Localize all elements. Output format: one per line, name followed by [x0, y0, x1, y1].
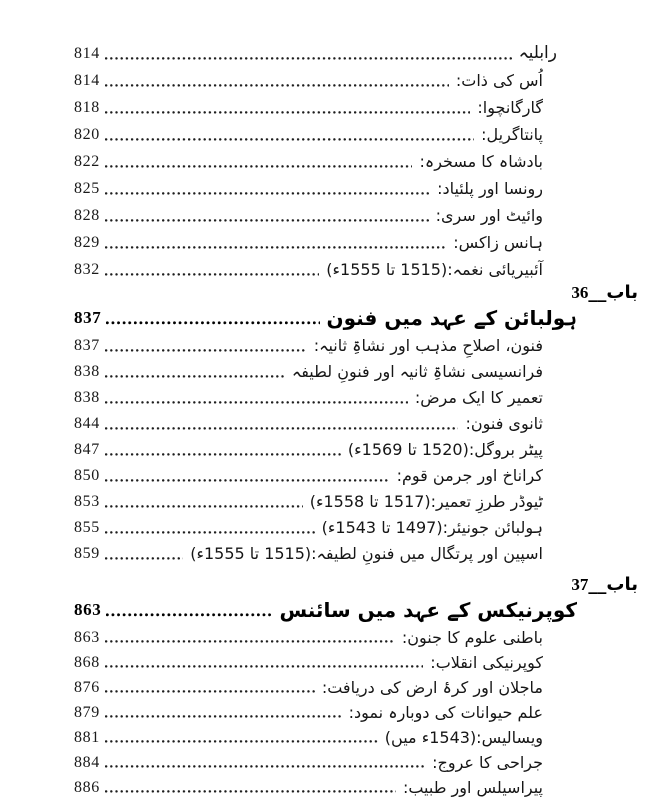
toc-entry — [0, 40, 651, 67]
page-number: 837 — [74, 337, 100, 354]
toc-section — [0, 40, 651, 283]
dot-leader — [105, 740, 378, 743]
chapter-number: 37 — [571, 575, 589, 594]
toc-entry — [0, 202, 651, 229]
page-number: 828 — [74, 206, 100, 224]
entry-title: پیراسیلس اور طبیب: — [402, 777, 543, 797]
dot-leader — [105, 84, 449, 87]
entry-title: ہانس زاکس: — [453, 232, 543, 252]
entry-title: رونسا اور پلئیاد: — [437, 178, 543, 198]
dot-leader — [105, 273, 319, 276]
page-number: 818 — [74, 98, 100, 116]
dot-leader — [105, 790, 396, 793]
entry-title: ہولبائن جونیئر:(1497 تا 1543ء) — [321, 518, 543, 537]
chapter-label: باب__ — [588, 574, 638, 595]
page-number: 838 — [74, 363, 100, 380]
dot-leader — [105, 765, 425, 768]
page-number: 879 — [74, 703, 100, 721]
entry-title: ٹیوڈر طرزِ تعمیر:(1517 تا 1558ء) — [309, 492, 543, 511]
entry-title: تعمیر کا ایک مرض: — [414, 388, 543, 407]
page-number: 832 — [74, 260, 100, 278]
chapter-title-row — [0, 595, 651, 625]
entry-title: فرانسیسی نشاۃِ ثانیہ اور فنونِ لطیفہ — [291, 362, 543, 381]
entry-title: رابلیہ — [518, 43, 557, 63]
entry-title: کوپرنیکی انقلاب: — [430, 652, 543, 672]
entry-title: جراحی کا عروج: — [432, 752, 543, 772]
toc-entry — [0, 411, 651, 437]
entry-title: بادشاہ کا مسخرہ: — [419, 151, 543, 171]
page-number: 886 — [74, 778, 100, 796]
page-number: 820 — [74, 125, 100, 143]
page-number: 881 — [74, 728, 100, 746]
toc-entry — [0, 175, 651, 202]
dot-leader — [105, 57, 512, 60]
page-number: 822 — [74, 152, 100, 170]
entry-title: ماجلان اور کرۂ ارض کی دریافت: — [321, 677, 543, 697]
dot-leader — [105, 557, 183, 560]
page-number: 847 — [74, 441, 100, 458]
dot-leader — [105, 453, 341, 456]
page-number: 844 — [74, 415, 100, 432]
entry-title: آئبیریائی نغمہ:(1515 تا 1555ء) — [326, 259, 543, 279]
page-number: 838 — [74, 389, 100, 406]
entry-title: گارگانچوا: — [477, 97, 543, 117]
dot-leader — [105, 349, 307, 352]
toc-section — [0, 575, 651, 800]
page-number: 863 — [74, 600, 102, 619]
entry-title: کراناخ اور جرمن قوم: — [396, 466, 543, 485]
toc-entry — [0, 121, 651, 148]
toc-entry — [0, 650, 651, 675]
toc-entry — [0, 333, 651, 359]
entry-title: ثانوی فنون: — [465, 414, 543, 433]
toc-entry — [0, 700, 651, 725]
page-number: 829 — [74, 233, 100, 251]
page-number: 853 — [74, 493, 100, 510]
toc-entry — [0, 725, 651, 750]
toc-entry — [0, 229, 651, 256]
dot-leader — [105, 219, 429, 222]
toc-entry — [0, 94, 651, 121]
toc-entry — [0, 359, 651, 385]
page-number: 814 — [74, 71, 100, 89]
dot-leader — [105, 138, 474, 141]
chapter-label: باب__ — [588, 282, 638, 303]
dot-leader — [105, 192, 430, 195]
chapter-heading — [0, 283, 651, 303]
page-number: 855 — [74, 519, 100, 536]
chapter-number: 36 — [571, 283, 589, 302]
toc-entry — [0, 385, 651, 411]
page-number: 814 — [74, 44, 100, 62]
dot-leader — [105, 427, 459, 430]
toc-entry — [0, 463, 651, 489]
page-number: 876 — [74, 678, 100, 696]
page-number: 868 — [74, 653, 100, 671]
toc-entry — [0, 256, 651, 283]
toc-entry — [0, 675, 651, 700]
dot-leader — [105, 665, 423, 668]
entry-title: علم حیوانات کی دوبارہ نمود: — [348, 702, 543, 722]
chapter-title-row — [0, 303, 651, 333]
toc-entry — [0, 148, 651, 175]
dot-leader — [105, 401, 408, 404]
entry-title: پانتاگریل: — [481, 124, 543, 144]
toc-entry — [0, 437, 651, 463]
dot-leader — [105, 640, 395, 643]
toc-entry — [0, 489, 651, 515]
page-number: 850 — [74, 467, 100, 484]
toc-entry — [0, 541, 651, 567]
toc-entry — [0, 775, 651, 800]
entry-title: ویسالیس:(1543ء میں) — [384, 727, 543, 747]
entry-title: اُس کی ذات: — [455, 70, 543, 90]
entry-title: وائیٹ اور سری: — [435, 205, 543, 225]
chapter-heading — [0, 575, 651, 595]
entry-title: باطنی علوم کا جنون: — [401, 627, 543, 647]
entry-title: کوپرنیکس کے عہد میں سائنس — [279, 598, 577, 622]
toc-entry — [0, 625, 651, 650]
dot-leader — [106, 321, 319, 325]
page-number: 825 — [74, 179, 100, 197]
toc-section — [0, 283, 651, 567]
dot-leader — [105, 111, 471, 114]
dot-leader — [106, 613, 272, 617]
entry-title: ہولبائن کے عہد میں فنون — [326, 306, 577, 330]
dot-leader — [105, 505, 303, 508]
page-number: 837 — [74, 308, 102, 327]
page-number: 863 — [74, 628, 100, 646]
page-number: 859 — [74, 545, 100, 562]
dot-leader — [105, 690, 315, 693]
entry-title: فنون، اصلاحِ مذہب اور نشاۃِ ثانیہ: — [313, 336, 543, 355]
dot-leader — [105, 479, 390, 482]
dot-leader — [105, 715, 342, 718]
toc-entry — [0, 515, 651, 541]
page-number: 884 — [74, 753, 100, 771]
dot-leader — [105, 375, 285, 378]
dot-leader — [105, 531, 315, 534]
dot-leader — [105, 165, 413, 168]
entry-title: اسپین اور پرتگال میں فنونِ لطیفہ:(1515 تا 1555ء) — [190, 544, 543, 563]
toc-entry — [0, 67, 651, 94]
dot-leader — [105, 246, 446, 249]
toc-entry — [0, 750, 651, 775]
entry-title: پیٹر بروگل:(1520 تا 1569ء) — [347, 440, 543, 459]
